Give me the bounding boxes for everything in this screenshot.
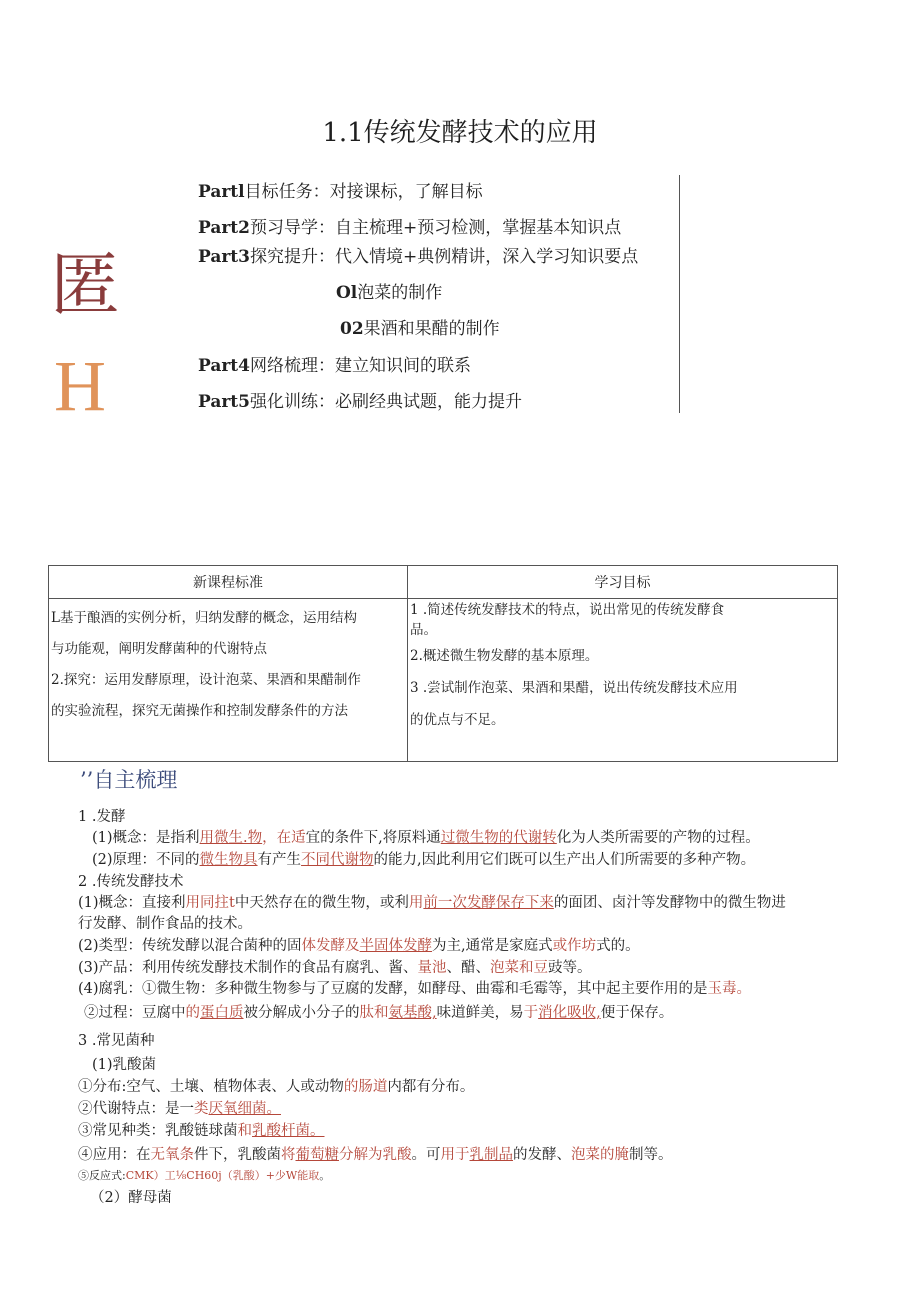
- s2-furu-microbes: (4)腐乳：①微生物：多种微生物参与了豆腐的发酵，如酵母、曲霉和毛霉等，其中起主要作用的是玉毒。: [78, 981, 752, 997]
- toc-item-part1: Partl目标任务：对接课标，了解目标: [198, 182, 483, 202]
- s3-lactobacillus: (1)乳酸菌: [92, 1057, 157, 1073]
- goal-line: 2.概述微生物发酵的基本原理。: [410, 648, 599, 664]
- section-title: ’’自主梳理: [80, 768, 178, 792]
- table-cell-standards: [49, 599, 408, 762]
- toc-item-part5: Part5强化训练：必刷经典试题，能力提升: [198, 392, 522, 412]
- s3-types: ③常见种类：乳酸链球菌和乳酸杆菌。: [78, 1123, 325, 1139]
- toc-divider: [679, 175, 680, 413]
- s3-distribution: ①分布:空气、土壤、植物体表、人或动物的肠道内都有分布。: [78, 1079, 475, 1095]
- goal-line: 3 .尝试制作泡菜、果酒和果醋，说出传统发酵技术应用: [410, 680, 738, 696]
- s2-heading: 2 .传统发酵技术: [78, 874, 184, 890]
- goal-line: 1 .简述传统发酵技术的特点，说出常见的传统发酵食: [410, 602, 725, 618]
- s3-metabolism: ②代谢特点：是一类厌氧细菌。: [78, 1101, 281, 1117]
- standard-line: 与功能观，阐明发酵菌种的代谢特点: [51, 641, 267, 657]
- table-header-standard: 新课程标准: [49, 566, 408, 599]
- goal-line: 的优点与不足。: [410, 712, 505, 728]
- standard-line: 2.探究：运用发酵原理，设计泡菜、果酒和果醋制作: [51, 672, 361, 688]
- s1-concept: (1)概念：是指利用微生.物，在适宜的条件下,将原料通过微生物的代谢转化为人类所需要的产物的过程。: [92, 830, 760, 846]
- toc-item-sub1: Ol泡菜的制作: [336, 283, 443, 303]
- table-header-goals: 学习目标: [408, 566, 838, 599]
- s2-products: (3)产品：利用传统发酵技术制作的食品有腐乳、酱、量池、醋、泡菜和豆豉等。: [78, 960, 592, 976]
- toc-item-part3: Part3探究提升：代入情境+典例精讲，深入学习知识要点: [198, 247, 639, 267]
- table-cell-goals: [408, 599, 838, 762]
- standard-line: 的实验流程，探究无菌操作和控制发酵条件的方法: [51, 703, 348, 719]
- s3-application: ④应用：在无氧条件下，乳酸菌将葡萄糖分解为乳酸。可用于乳制品的发酵、泡菜的腌制等。: [78, 1147, 673, 1163]
- s3-reaction-formula: ⑤反应式:CMK）工⅛CH60j（乳酸）+少W能取。: [78, 1169, 331, 1182]
- s2-types: (2)类型：传统发酵以混合菌种的固体发酵及半固体发酵为主,通常是家庭式或作坊式的。: [78, 938, 640, 954]
- standards-table: [48, 565, 838, 762]
- s2-concept-cont: 行发酵、制作食品的技术。: [78, 916, 252, 932]
- s2-furu-process: ②过程：豆腐中的蛋白质被分解成小分子的肽和氨基酸,味道鲜美，易于消化吸收,便于保存。: [84, 1005, 674, 1021]
- toc-item-part2: Part2预习导学：自主梳理+预习检测，掌握基本知识点: [198, 218, 622, 238]
- logo-char-top: 匿: [50, 248, 120, 325]
- s1-principle: (2)原理：不同的微生物具有产生不同代谢物的能力,因此利用它们既可以生产出人们所需要的多种产物。: [92, 852, 756, 868]
- toc-item-part4: Part4网络梳理：建立知识间的联系: [198, 356, 471, 376]
- toc-item-sub2: 02果酒和果醋的制作: [340, 319, 500, 339]
- s3-heading: 3 .常见菌种: [78, 1033, 155, 1049]
- logo-char-bottom: H: [54, 346, 106, 426]
- s1-heading: 1 .发酵: [78, 809, 126, 825]
- goal-line: 品。: [410, 622, 437, 638]
- s2-concept: (1)概念：直接利用同拄t中天然存在的微生物，或利用前一次发酵保存下来的面团、卤汁等发酵物中的微生物进: [78, 895, 786, 911]
- standard-line: L基于酿酒的实例分析，归纳发酵的概念，运用结构: [51, 610, 357, 626]
- page-title: 1.1传统发酵技术的应用: [322, 118, 598, 148]
- s3-yeast: （2）酵母菌: [90, 1190, 172, 1206]
